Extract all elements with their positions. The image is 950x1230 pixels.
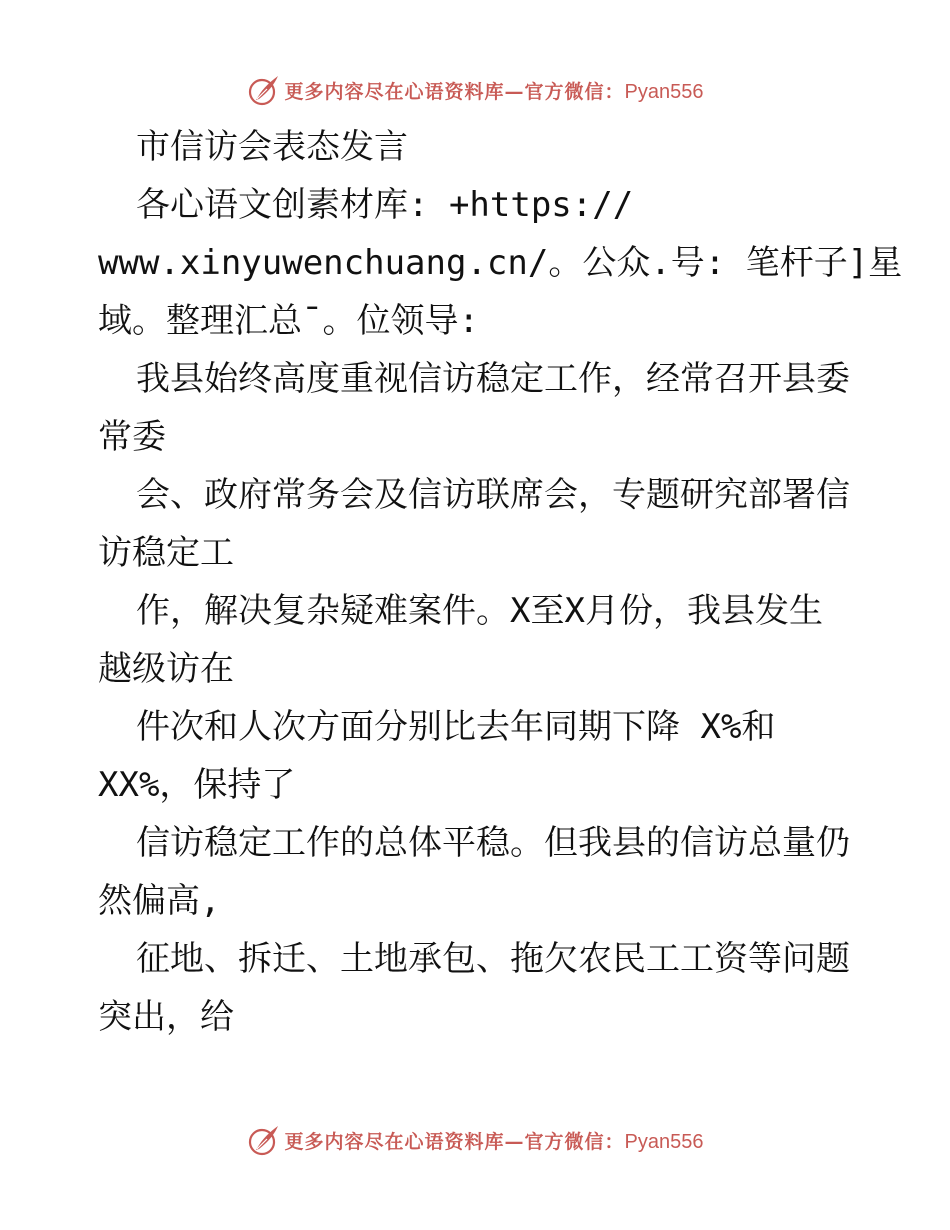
document-line: 作，解决复杂疑难案件。X至X月份，我县发生 [136,591,823,631]
document-line: 常委 [98,417,166,457]
quill-pen-logo-icon [247,1123,281,1157]
document-line: 越级访在 [98,649,234,689]
document-line: XX%，保持了 [98,765,296,805]
document-line: 各心语文创素材库: +https:// [136,185,634,225]
document-line: 件次和人次方面分别比去年同期下降 X%和 [136,707,776,747]
footer-banner [0,1120,950,1160]
document-line: www.xinyuwenchuang.cn/。公众.号: 笔杆子]星 [98,243,903,283]
footer-banner-text: 更多内容尽在心语资料库—官方微信：Pyan556 [284,1130,704,1153]
document-line: 市信访会表态发言 [136,127,408,167]
document-line: 我县始终高度重视信访稳定工作，经常召开县委 [136,359,850,399]
document-line: 然偏高, [98,881,221,921]
footer-banner-id: Pyan556 [624,1130,704,1153]
quill-pen-logo-icon [247,73,281,107]
document-line: 信访稳定工作的总体平稳。但我县的信访总量仍 [136,823,850,863]
document-line: 征地、拆迁、土地承包、拖欠农民工工资等问题 [136,939,850,979]
document-line: 域。整理汇总¯。位领导: [98,301,479,341]
document-body [98,118,903,1046]
document-line: 访稳定工 [98,533,234,573]
header-banner [0,70,950,110]
header-banner-text: 更多内容尽在心语资料库—官方微信：Pyan556 [284,80,704,103]
document-line: 会、政府常务会及信访联席会，专题研究部署信 [136,475,850,515]
document-line: 突出，给 [98,997,234,1037]
header-banner-id: Pyan556 [624,80,704,103]
